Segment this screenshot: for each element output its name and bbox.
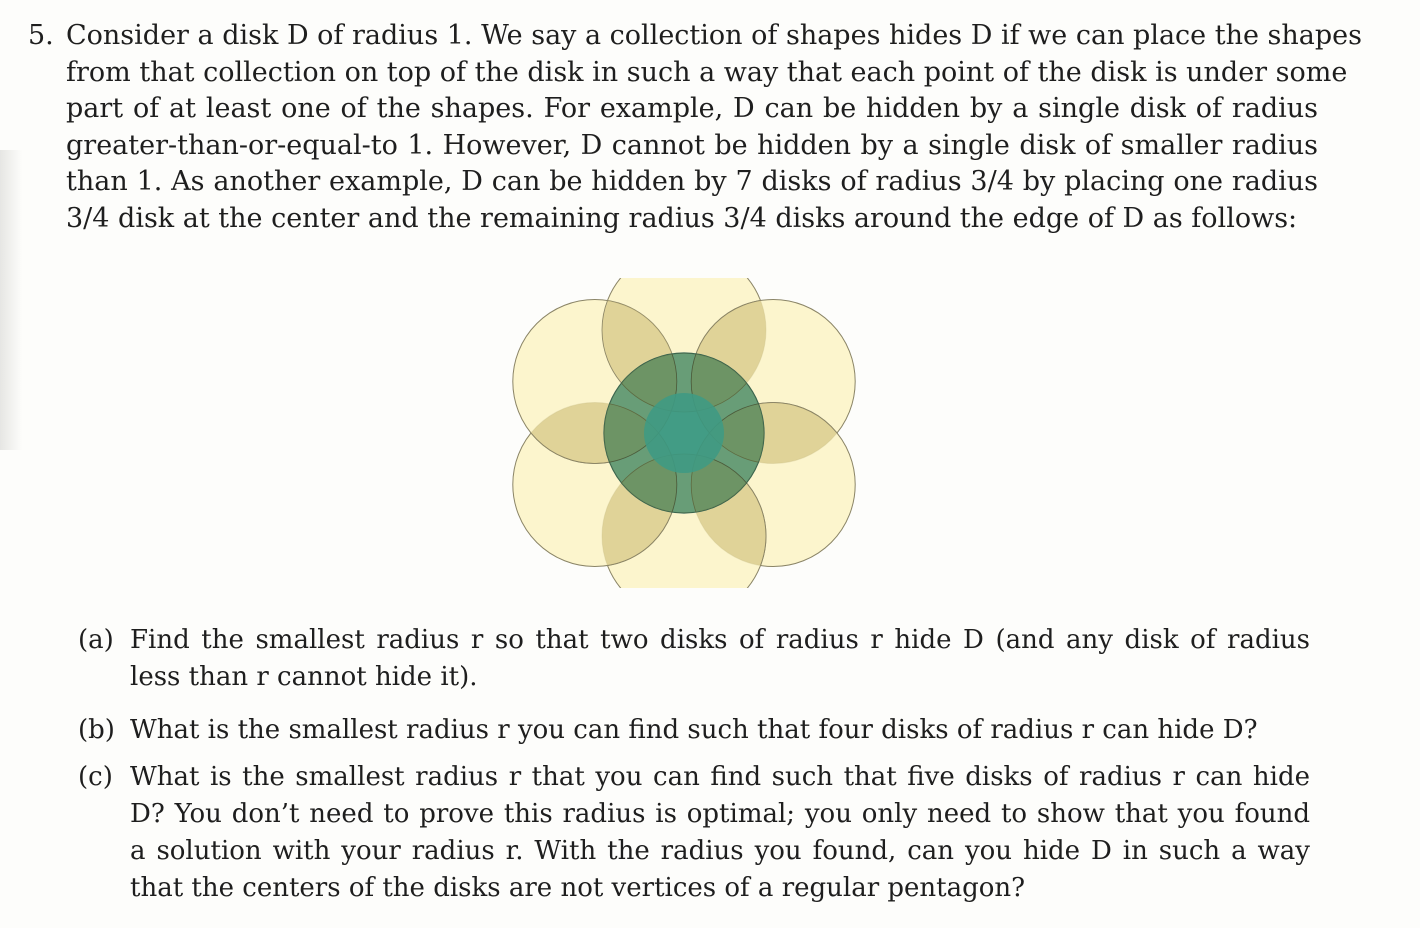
part-label: (b) xyxy=(78,715,115,745)
page-edge-shadow xyxy=(0,150,22,450)
part-line: Find the smallest radius r so that two disks of radius r hide D (and any disk of radius xyxy=(130,625,1310,655)
part-b xyxy=(78,712,1318,749)
part-a xyxy=(78,622,1318,696)
part-body xyxy=(130,712,1318,749)
intro-line: greater-than-or-equal-to 1. However, D cannot be hidden by a single disk of smaller radius xyxy=(66,129,1318,161)
part-line: less than r cannot hide it). xyxy=(130,662,478,692)
intro-line: part of at least one of the shapes. For example, D can be hidden by a single disk of radius xyxy=(66,93,1318,124)
part-label: (a) xyxy=(78,625,114,655)
part-line: that the centers of the disks are not vertices of a regular pentagon? xyxy=(130,873,1026,903)
part-c xyxy=(78,759,1318,907)
part-line: What is the smallest radius r you can find such that four disks of radius r can hide D? xyxy=(130,715,1258,745)
problem-intro xyxy=(66,18,1362,237)
intro-line: Consider a disk D of radius 1. We say a collection of shapes hides D if we can place the shapes xyxy=(66,20,1362,51)
part-body xyxy=(130,759,1318,907)
intro-line: than 1. As another example, D can be hidden by 7 disks of radius 3/4 by placing one radius xyxy=(66,166,1318,197)
problem-5 xyxy=(28,18,1362,237)
part-label: (c) xyxy=(78,762,113,792)
center-core xyxy=(644,393,724,473)
disk-cover-diagram xyxy=(512,278,857,588)
part-line: What is the smallest radius r that you can find such that five disks of radius r can hide xyxy=(130,762,1310,792)
intro-line: 3/4 disk at the center and the remaining radius 3/4 disks around the edge of D as follows: xyxy=(66,202,1298,234)
part-line: a solution with your radius r. With the radius you found, can you hide D in such a way xyxy=(130,836,1310,866)
problem-number: 5. xyxy=(28,20,54,51)
intro-line: from that collection on top of the disk in such a way that each point of the disk is under some xyxy=(66,56,1348,88)
part-line: D? You don’t need to prove this radius is optimal; you only need to show that you found xyxy=(130,799,1310,829)
problem-parts xyxy=(78,622,1318,917)
disk-cover-figure xyxy=(512,278,857,588)
part-body xyxy=(130,622,1318,696)
